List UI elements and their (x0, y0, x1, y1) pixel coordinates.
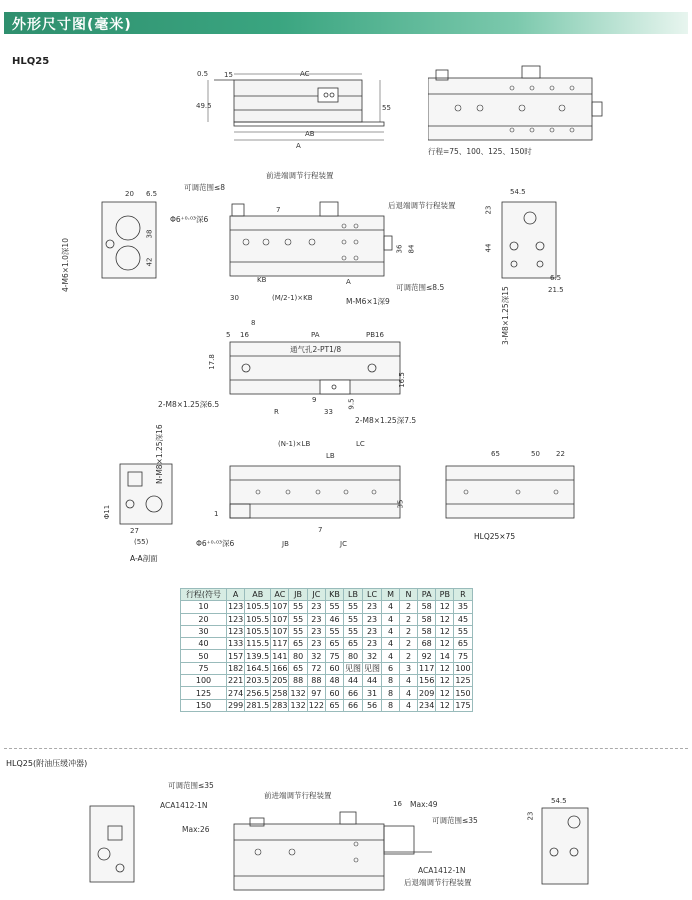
dim-16b: 16 (393, 800, 402, 808)
front-adjust-2-note: 前进端调节行程装置 (264, 791, 332, 800)
table-row (181, 687, 473, 699)
m8-65-note: 2-M8×1.25深6.5 (158, 400, 220, 409)
table-cell: 55 (326, 625, 344, 637)
table-cell: 105.5 (246, 627, 270, 637)
table-cell: 256.5 (246, 688, 270, 698)
table-cell: 150 (181, 699, 227, 711)
dim-pb16: PB16 (366, 331, 384, 339)
dim-545b: 54.5 (551, 797, 567, 805)
table-cell: 164.5 (246, 663, 270, 673)
table-cell: 4 (400, 687, 418, 699)
table-header-row (181, 589, 473, 601)
dim-r: R (274, 408, 279, 416)
dim-165: 16.5 (397, 372, 406, 388)
table-cell: 见图 (364, 663, 381, 673)
drawing-section-aa (118, 462, 176, 528)
aca-note: ACA1412-1N (160, 801, 208, 810)
table-cell: 23 (307, 638, 325, 650)
table-cell: 117 (272, 639, 288, 649)
table-cell: 4 (400, 675, 418, 687)
table-cell: 92 (418, 650, 436, 662)
table-cell: 65 (344, 638, 363, 650)
table-header-cell: PB (436, 589, 454, 601)
table-cell: 141 (272, 651, 288, 661)
table-header-cell: 行程(符号 (181, 589, 227, 601)
dim-55p: (55) (134, 538, 149, 546)
table-header-cell: PA (418, 589, 436, 601)
table-cell: 50 (181, 650, 227, 662)
dim-16: 16 (240, 331, 249, 339)
table-cell: 31 (363, 687, 382, 699)
table-cell: 80 (344, 650, 363, 662)
table-cell: 12 (436, 699, 454, 711)
drawing-lower-plan (222, 460, 408, 524)
rear-adjust-2-note: 后退端调节行程装置 (404, 878, 472, 887)
table-cell: 44 (344, 675, 363, 687)
table-cell: 123 (228, 602, 244, 612)
table-cell: 23 (363, 625, 382, 637)
dim-55: 55 (382, 104, 391, 112)
table-cell: 221 (228, 676, 244, 686)
table-cell: 23 (307, 625, 325, 637)
table-cell: 见图 (345, 663, 362, 673)
table-cell: 65 (289, 662, 307, 674)
dim-jc: JC (340, 540, 347, 548)
dim-545: 54.5 (510, 188, 526, 196)
m6-10-note: 4-M6×1.0深10 (61, 238, 70, 292)
table-cell: 88 (289, 675, 307, 687)
table-cell: 4 (400, 699, 418, 711)
table-cell: 209 (419, 688, 435, 698)
dim-178: 17.8 (207, 354, 216, 370)
dim-jb: JB (282, 540, 289, 548)
dim-ab: AB (305, 130, 315, 138)
table-cell: 4 (382, 601, 400, 613)
table-header-cell: LC (363, 589, 382, 601)
table-row (181, 650, 473, 662)
dim-95: 9.5 (347, 398, 356, 410)
table-cell: 48 (326, 675, 344, 687)
table-cell: 107 (272, 614, 288, 624)
table-cell: 14 (436, 650, 454, 662)
sub-title: HLQ25(附油压缓冲器) (6, 759, 88, 768)
m8-75-note: 2-M8×1.25深7.5 (355, 416, 417, 425)
table-header-cell: KB (326, 589, 344, 601)
table-header-cell: AC (271, 589, 289, 601)
table-cell: 65 (454, 638, 472, 650)
table-cell: 203.5 (246, 676, 270, 686)
table-row (181, 662, 473, 674)
table-cell: 2 (400, 650, 418, 662)
table-header-cell: JC (307, 589, 325, 601)
drawing-main-plan (226, 200, 396, 280)
dim-kb: KB (257, 276, 267, 284)
table-cell: 75 (181, 662, 227, 674)
table-cell: 45 (454, 613, 472, 625)
port-note: 通气孔2-PT1/8 (290, 345, 342, 354)
table-cell: 132 (290, 700, 306, 710)
dim-05: 0.5 (197, 70, 209, 78)
table-cell: 12 (436, 638, 454, 650)
adjust-range-8-note: 可调范围≤8 (184, 183, 226, 192)
table-cell: 182 (228, 663, 244, 673)
table-cell: 20 (181, 613, 227, 625)
drawing-end-view (100, 200, 160, 280)
adjust-range-85-note: 可调范围≤8.5 (396, 283, 445, 292)
table-cell: 117 (419, 663, 435, 673)
dim-65r: 6.5 (550, 274, 562, 282)
dim-38: 38 (145, 229, 154, 239)
table-cell: 175 (455, 700, 471, 710)
table-cell: 40 (181, 638, 227, 650)
table-header-cell: JB (289, 589, 307, 601)
dim-9: 9 (312, 396, 317, 404)
table-cell: 12 (436, 613, 454, 625)
table-cell: 100 (181, 675, 227, 687)
dim-m21kb: (M/2-1)×KB (272, 294, 313, 302)
dim-44: 44 (484, 243, 493, 253)
table-cell: 2 (400, 638, 418, 650)
table-cell: 125 (455, 676, 471, 686)
table-cell: 122 (308, 700, 325, 710)
table-cell: 12 (436, 687, 454, 699)
table-header-cell: A (227, 589, 245, 601)
table-cell: 107 (272, 602, 288, 612)
table-cell: 56 (363, 699, 382, 711)
spec-table (180, 588, 473, 712)
dim-35: 35 (396, 499, 405, 509)
dim-33: 33 (324, 408, 333, 416)
max26-note: Max:26 (182, 825, 210, 834)
dim-23: 23 (484, 205, 493, 215)
table-cell: 2 (400, 613, 418, 625)
table-cell: 60 (326, 662, 344, 674)
table-cell: 44 (363, 675, 382, 687)
table-cell: 205 (272, 676, 288, 686)
table-header-cell: LB (344, 589, 363, 601)
table-cell: 75 (454, 650, 472, 662)
dim-215: 21.5 (548, 286, 564, 294)
table-cell: 299 (228, 700, 244, 710)
table-row (181, 601, 473, 613)
dim-pa: PA (311, 331, 320, 339)
table-cell: 55 (344, 613, 363, 625)
table-cell: 4 (382, 613, 400, 625)
table-cell: 60 (326, 687, 344, 699)
table-cell: 2 (400, 601, 418, 613)
table-cell: 30 (181, 625, 227, 637)
table-cell: 100 (455, 663, 471, 673)
table-cell: 55 (454, 625, 472, 637)
table-cell: 234 (419, 700, 435, 710)
table-cell: 97 (307, 687, 325, 699)
adjust-35-note: 可调范围≤35 (168, 781, 214, 790)
dim-1: 1 (214, 510, 219, 518)
table-cell: 58 (418, 625, 436, 637)
table-row (181, 699, 473, 711)
drawing-hlq2575 (444, 460, 580, 524)
hlq2575-caption: HLQ25×75 (474, 532, 516, 541)
table-cell: 32 (363, 650, 382, 662)
dim-lc: LC (356, 440, 365, 448)
table-cell: 23 (307, 601, 325, 613)
dim-a: A (296, 142, 301, 150)
table-cell: 75 (326, 650, 344, 662)
table-cell: 66 (344, 699, 363, 711)
dim-65b: 65 (491, 450, 500, 458)
table-header-cell: AB (245, 589, 271, 601)
table-header-cell: R (454, 589, 472, 601)
dim-30: 30 (230, 294, 239, 302)
table-cell: 80 (289, 650, 307, 662)
table-cell: 6 (382, 662, 400, 674)
table-cell: 55 (289, 625, 307, 637)
table-cell: 55 (344, 601, 363, 613)
aca-2-note: ACA1412-1N (418, 866, 466, 875)
table-row (181, 638, 473, 650)
dim-42: 42 (145, 257, 154, 267)
table-cell: 139.5 (246, 651, 270, 661)
table-row (181, 675, 473, 687)
table-cell: 12 (436, 601, 454, 613)
table-cell: 274 (228, 688, 244, 698)
table-cell: 65 (289, 638, 307, 650)
table-cell: 23 (307, 613, 325, 625)
table-cell: 4 (382, 625, 400, 637)
drawing-side-view (190, 66, 400, 156)
drawing-buffer-end (88, 802, 138, 886)
section-header (0, 0, 692, 40)
table-cell: 3 (400, 662, 418, 674)
section-divider (4, 748, 688, 749)
model-label: HLQ25 (12, 56, 50, 67)
table-cell: 12 (436, 675, 454, 687)
table-cell: 166 (272, 663, 288, 673)
dim-50: 50 (531, 450, 540, 458)
table-cell: 115.5 (246, 639, 270, 649)
dim-8: 8 (251, 319, 256, 327)
dim-27: 27 (130, 527, 139, 535)
dim-22: 22 (556, 450, 565, 458)
table-cell: 55 (289, 613, 307, 625)
stroke-options-note: 行程=75、100、125、150时 (428, 147, 532, 156)
table-cell: 105.5 (246, 602, 270, 612)
dim-84: 84 (407, 244, 416, 254)
drawing-buffer-right-end (540, 804, 592, 888)
table-cell: 2 (400, 625, 418, 637)
dim-23b: 23 (526, 811, 535, 821)
m6-9-note: M-M6×1深9 (346, 297, 390, 306)
dim-n1lb: (N-1)×LB (278, 440, 311, 448)
table-cell: 8 (382, 699, 400, 711)
phi6-note: Φ6⁺⁰·⁰³深6 (170, 215, 209, 224)
table-cell: 72 (307, 662, 325, 674)
front-adjust-note: 前进端调节行程装置 (266, 171, 334, 180)
phi6-6b-note: Φ6⁺⁰·⁰³深6 (196, 539, 235, 548)
table-cell: 8 (382, 675, 400, 687)
dim-7b: 7 (318, 526, 323, 534)
table-cell: 132 (290, 688, 306, 698)
table-row (181, 613, 473, 625)
m8-15-note: 3-M8×1.25深15 (501, 286, 510, 345)
dim-5: 5 (226, 331, 231, 339)
max49-note: Max:49 (410, 800, 438, 809)
table-cell: 55 (326, 601, 344, 613)
table-cell: 32 (307, 650, 325, 662)
table-cell: 55 (344, 625, 363, 637)
table-cell: 12 (436, 625, 454, 637)
table-cell: 55 (289, 601, 307, 613)
table-cell: 35 (454, 601, 472, 613)
adjust-35b-note: 可调范围≤35 (432, 816, 478, 825)
table-row (181, 625, 473, 637)
dim-36: 36 (395, 244, 404, 254)
dim-7: 7 (276, 206, 281, 214)
table-cell: 156 (419, 676, 435, 686)
table-cell: 88 (307, 675, 325, 687)
table-cell: 68 (418, 638, 436, 650)
table-cell: 157 (228, 651, 244, 661)
section-caption: A-A剖面 (130, 554, 158, 563)
table-cell: 58 (418, 613, 436, 625)
dim-phi11: Φ11 (103, 504, 112, 520)
table-cell: 23 (363, 601, 382, 613)
rear-adjust-note: 后退端调节行程装置 (388, 201, 456, 210)
table-cell: 133 (228, 639, 244, 649)
table-cell: 123 (228, 627, 244, 637)
drawing-plan-view (428, 64, 606, 148)
table-cell: 4 (382, 638, 400, 650)
dim-ac: AC (300, 70, 310, 78)
dim-495: 49.5 (196, 102, 212, 110)
table-cell: 4 (382, 650, 400, 662)
table-cell: 66 (344, 687, 363, 699)
table-cell: 123 (228, 614, 244, 624)
dim-aa: A (346, 278, 351, 286)
table-cell: 23 (363, 613, 382, 625)
drawing-right-end (500, 198, 560, 282)
table-cell: 12 (436, 662, 454, 674)
table-cell: 65 (326, 638, 344, 650)
table-cell: 283 (272, 700, 288, 710)
table-header-cell: N (400, 589, 418, 601)
table-cell: 125 (181, 687, 227, 699)
dim-lb: LB (326, 452, 335, 460)
n-m8-16-note: N-M8×1.25深16 (155, 424, 164, 484)
dim-65: 6.5 (146, 190, 158, 198)
table-cell: 150 (455, 688, 471, 698)
table-cell: 65 (326, 699, 344, 711)
table-cell: 58 (418, 601, 436, 613)
table-cell: 46 (326, 613, 344, 625)
table-cell: 258 (272, 688, 288, 698)
table-cell: 105.5 (246, 614, 270, 624)
table-cell: 23 (363, 638, 382, 650)
table-cell: 281.5 (246, 700, 270, 710)
dim-15: 15 (224, 71, 233, 79)
table-cell: 10 (181, 601, 227, 613)
dim-20: 20 (125, 190, 134, 198)
table-header-cell: M (382, 589, 400, 601)
page-title: 外形尺寸图(毫米) (12, 17, 132, 33)
table-cell: 8 (382, 687, 400, 699)
table-cell: 107 (272, 627, 288, 637)
